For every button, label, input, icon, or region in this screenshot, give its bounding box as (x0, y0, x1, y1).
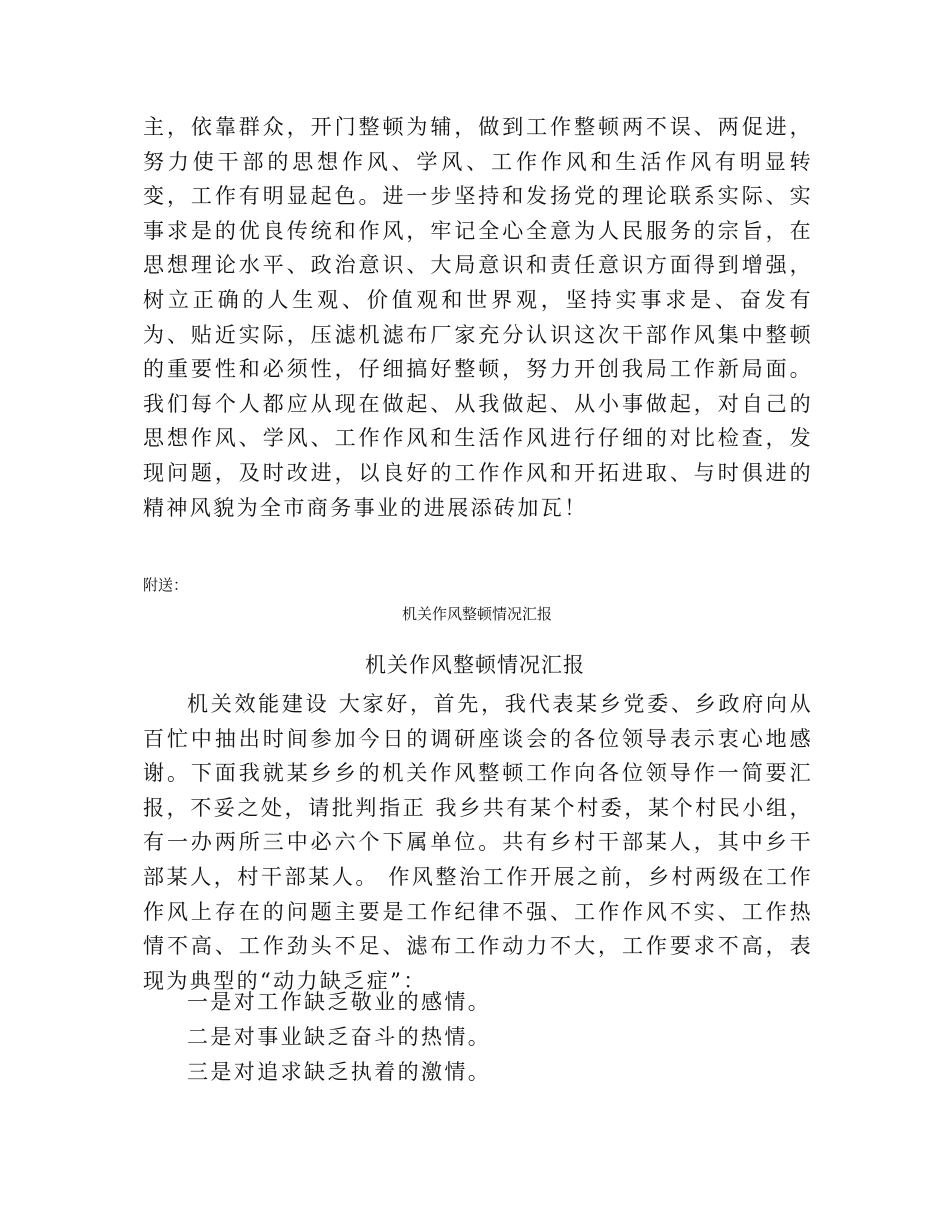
list-item: 二是对事业缺乏奋斗的热情。 (187, 1025, 492, 1049)
report-paragraph: 机关效能建设 大家好，首先，我代表某乡党委、乡政府向从百忙中抽出时间参加今日的调研座谈会的各位领导表示衷心地感谢。下面我就某乡乡的机关作风整顿工作向各位领导作一简要汇报，不妥之处，请批判指正 我乡共有某个村委，某个村民小组，有一办两所三中必六个下属单位。共有乡村干部某人，其中乡干部某人，村干部某人。 作风整治工作开展之前，乡村两级在工作作风上存在的问题主要是工作纪律不强、工作作风不实、工作热情不高、工作劲头不足、滤布工作动力不大，工作要求不高，表现为典型的“动力缺乏症”： (143, 692, 813, 993)
list-item: 三是对追求缺乏执着的激情。 (187, 1060, 492, 1084)
attachment-small-title: 机关作风整顿情况汇报 (401, 605, 552, 623)
list-item: 一是对工作缺乏敬业的感情。 (187, 990, 492, 1014)
body-paragraph: 主，依靠群众，开门整顿为辅，做到工作整顿两不误、两促进，努力使干部的思想作风、学风、工作作风和生活作风有明显转变，工作有明显起色。进一步坚持和发扬党的理论联系实际、实事求是的优良传统和作风，牢记全心全意为人民服务的宗旨，在思想理论水平、政治意识、大局意识和责任意识方面得到增强，树立正确的人生观、价值观和世界观，坚持实事求是、奋发有为、贴近实际，压滤机滤布厂家充分认识这次干部作风集中整顿的重要性和必须性，仔细搞好整顿，努力开创我局工作新局面。 我们每个人都应从现在做起、从我做起、从小事做起，对自己的思想作风、学风、工作作风和生活作风进行仔细的对比检查，发现问题，及时改进，以良好的工作作风和开拓进取、与时俱进的精神风貌为全市商务事业的进展添砖加瓦！ (143, 115, 813, 520)
attachment-label: 附送： (143, 576, 189, 594)
report-title: 机关作风整顿情况汇报 (365, 653, 585, 677)
